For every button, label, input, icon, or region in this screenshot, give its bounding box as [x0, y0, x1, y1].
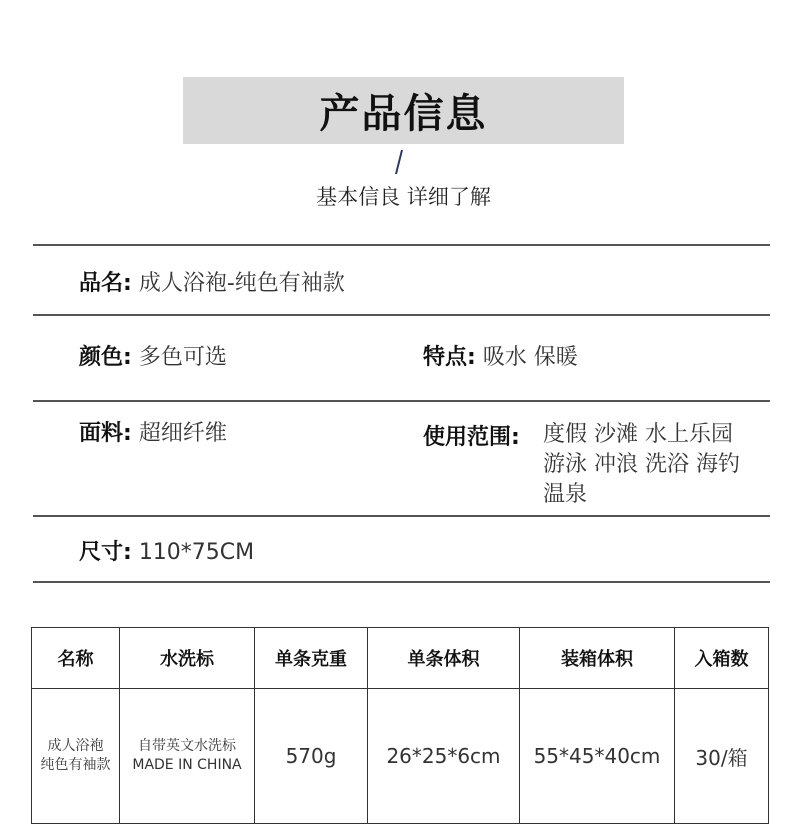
color-label: 颜色:: [79, 345, 132, 370]
usage-value: [543, 420, 740, 510]
divider: [33, 515, 770, 517]
table-header-row: [32, 628, 769, 689]
table-row: [32, 689, 769, 824]
usage-line: 温泉: [543, 482, 588, 507]
volume-cell: 26*25*6cm: [368, 689, 520, 824]
usage-line: 游泳 冲浪 洗浴 海钓: [543, 452, 740, 477]
feature-label: 特点:: [423, 345, 476, 370]
count-cell: 30/箱: [675, 689, 769, 824]
header-cell: 装箱体积: [520, 628, 675, 689]
feature-value: 吸水 保暖: [482, 345, 578, 370]
size-label: 尺寸:: [79, 540, 132, 565]
divider: [33, 581, 770, 583]
material-value: 超细纤维: [138, 421, 227, 446]
material-label: 面料:: [79, 421, 132, 446]
name-line: 纯色有袖款: [40, 757, 111, 773]
decorative-slash: [395, 150, 403, 174]
header-cell: 入箱数: [675, 628, 769, 689]
section-subtitle: 基本信良 详细了解: [316, 185, 491, 209]
product-name-row: [79, 266, 345, 297]
product-name-value: 成人浴袍-纯色有袖款: [138, 271, 345, 296]
size-row: [79, 535, 254, 566]
divider: [33, 244, 770, 246]
wash-label-cell: [120, 689, 255, 824]
spec-table: [31, 627, 769, 824]
divider: [33, 400, 770, 402]
material-row: [79, 416, 227, 447]
section-title-banner: [183, 77, 624, 144]
header-cell: 名称: [32, 628, 120, 689]
header-cell: 单条克重: [255, 628, 368, 689]
name-line: 成人浴袍: [47, 738, 104, 754]
product-name-label: 品名:: [79, 271, 132, 296]
wash-label-line: MADE IN CHINA: [132, 757, 242, 773]
header-cell: 单条体积: [368, 628, 520, 689]
usage-line: 度假 沙滩 水上乐园: [543, 422, 733, 447]
divider: [33, 314, 770, 316]
color-row: [79, 340, 227, 371]
header-cell: 水洗标: [120, 628, 255, 689]
color-value: 多色可选: [138, 345, 227, 370]
feature-row: [423, 340, 578, 371]
box-volume-cell: 55*45*40cm: [520, 689, 675, 824]
name-cell: [32, 689, 120, 824]
wash-label-line: 自带英文水洗标: [138, 738, 236, 754]
section-title: 产品信息: [319, 91, 488, 137]
usage-label: 使用范围:: [423, 425, 520, 450]
size-value: 110*75CM: [138, 540, 255, 565]
weight-cell: 570g: [255, 689, 368, 824]
